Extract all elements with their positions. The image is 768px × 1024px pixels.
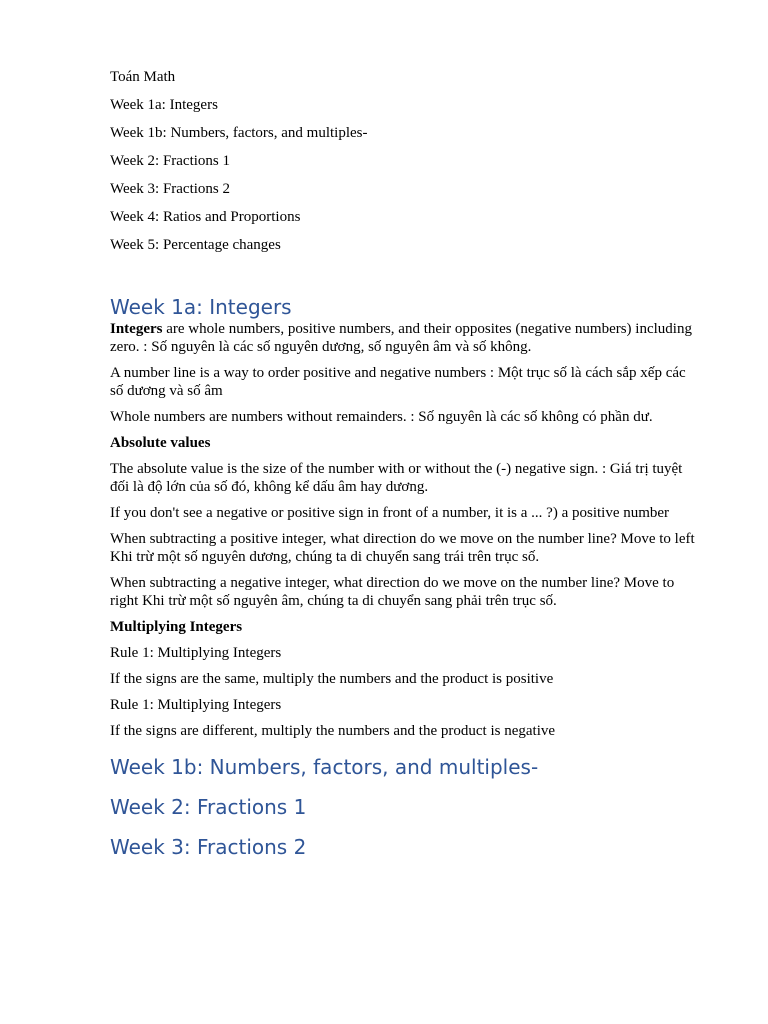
heading-week1b: Week 1b: Numbers, factors, and multiples-: [110, 755, 539, 779]
whole-numbers-paragraph: Whole numbers are numbers without remainders. : Số nguyên là các số không có phần dư.: [110, 409, 653, 425]
subtract-negative-paragraph: When subtracting a negative integer, what direction do we move on the number line? Move to right Khi trừ một số nguyên âm, chúng ta di chuyển sang phải trên trục số.: [110, 575, 675, 609]
document-body: [110, 294, 700, 860]
integers-definition-text: are whole numbers, positive numbers, and their opposites (negative numbers) including zero. : Số nguyên là các số nguyên dương, số nguyên âm và số không.: [110, 321, 692, 355]
rule1-same-signs-text: If the signs are the same, multiply the numbers and the product is positive: [110, 671, 554, 687]
toc-item-week1a: Week 1a: Integers: [110, 97, 218, 113]
heading-week3: Week 3: Fractions 2: [110, 835, 307, 859]
number-line-paragraph: A number line is a way to order positive and negative numbers : Một trục số là cách sắp xếp các số dương và số âm: [110, 365, 686, 399]
toc-title: Toán Math: [110, 69, 176, 85]
toc-item-week1b: Week 1b: Numbers, factors, and multiples-: [110, 125, 368, 141]
table-of-contents: [110, 68, 367, 264]
no-sign-paragraph: If you don't see a negative or positive sign in front of a number, it is a ... ?) a positive number: [110, 505, 670, 521]
absolute-value-paragraph: The absolute value is the size of the number with or without the (-) negative sign. : Giá trị tuyệt đối là độ lớn của số đó, không kể dấu âm hay dương.: [110, 461, 683, 495]
toc-item-week2: Week 2: Fractions 1: [110, 153, 231, 169]
multiplying-integers-heading: Multiplying Integers: [110, 619, 243, 635]
rule1-different-signs-text: If the signs are different, multiply the numbers and the product is negative: [110, 723, 556, 739]
toc-item-week5: Week 5: Percentage changes: [110, 237, 281, 253]
integers-term: Integers: [110, 321, 163, 337]
toc-item-week3: Week 3: Fractions 2: [110, 181, 231, 197]
integers-definition: [110, 320, 700, 356]
rule1-same-signs-title: Rule 1: Multiplying Integers: [110, 645, 282, 661]
heading-week2: Week 2: Fractions 1: [110, 795, 307, 819]
absolute-values-heading: Absolute values: [110, 435, 211, 451]
rule1-different-signs-title: Rule 1: Multiplying Integers: [110, 697, 282, 713]
heading-week1a: Week 1a: Integers: [110, 295, 292, 319]
toc-item-week4: Week 4: Ratios and Proportions: [110, 209, 301, 225]
subtract-positive-paragraph: When subtracting a positive integer, what direction do we move on the number line? Move to left Khi trừ một số nguyên dương, chúng ta di chuyển sang trái trên trục số.: [110, 531, 695, 565]
